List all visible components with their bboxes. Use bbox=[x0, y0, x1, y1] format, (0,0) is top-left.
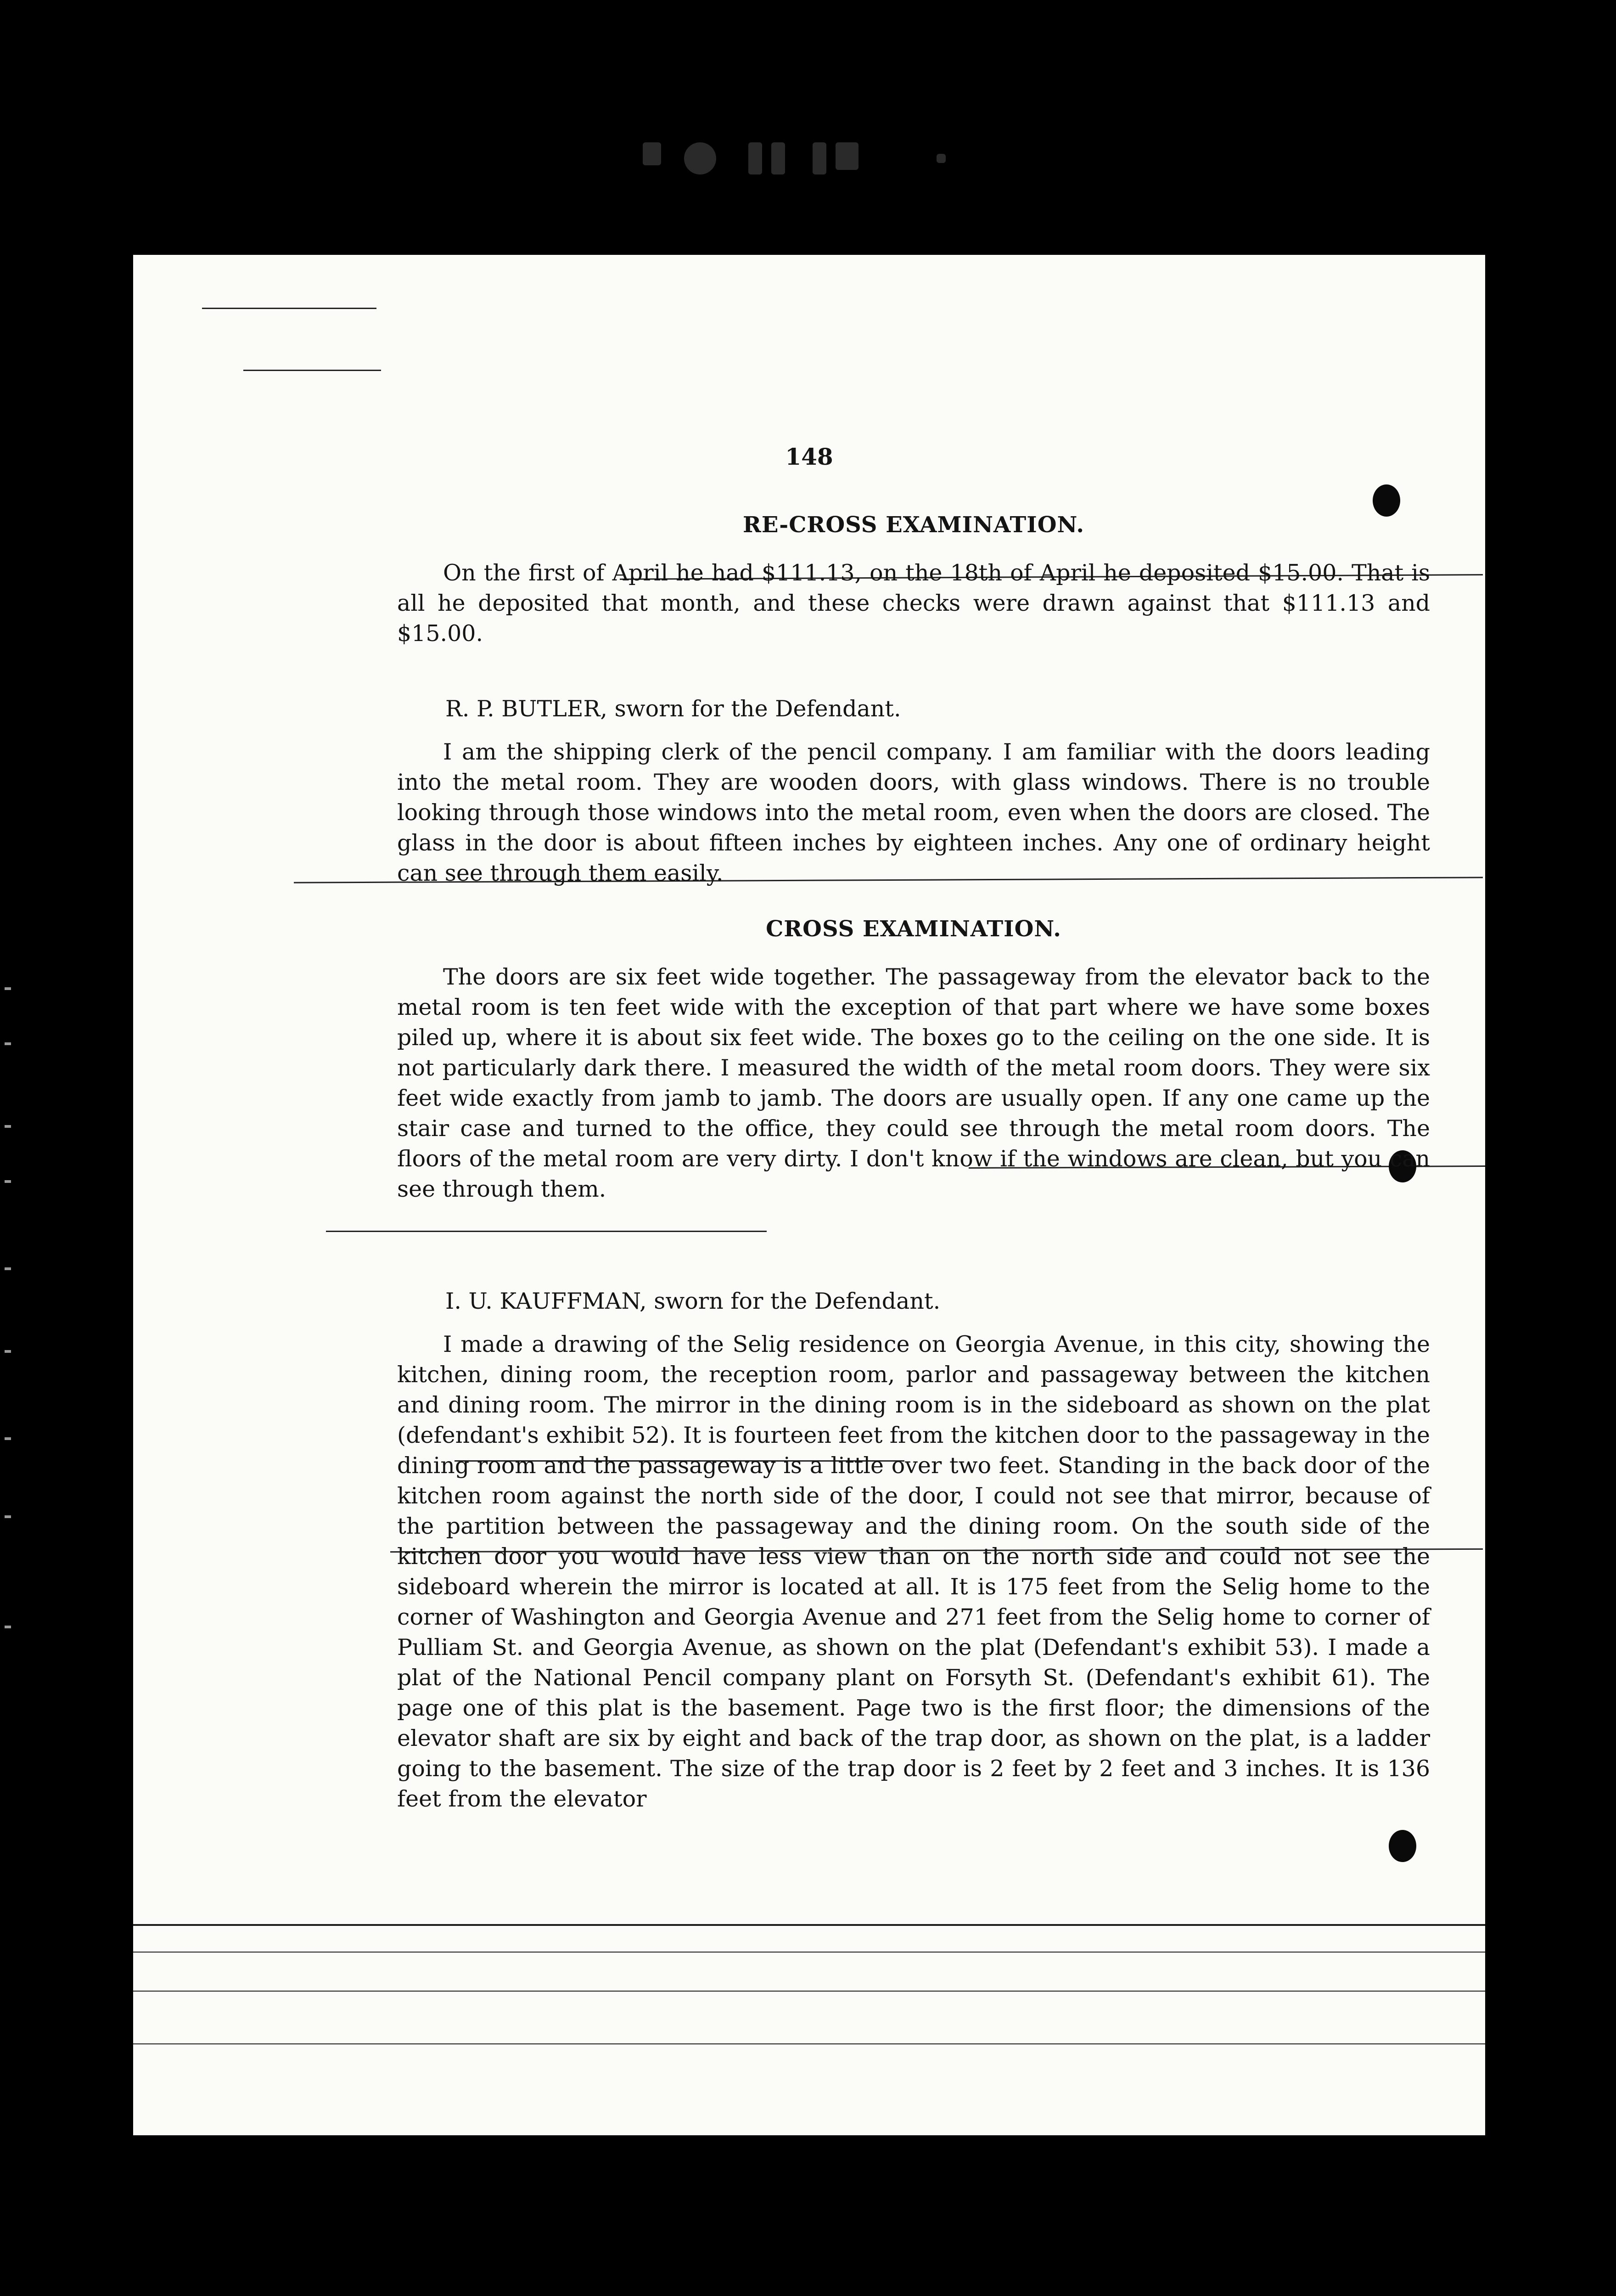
scan-scratch bbox=[202, 308, 376, 309]
document-page bbox=[133, 255, 1485, 2135]
testimony-paragraph: On the first of April he had $111.13, on the 18th of April he deposited $15.00. That is all he deposited that month, and these checks were drawn against that $111.13 and $15.00. bbox=[397, 560, 1430, 647]
bottom-rule bbox=[133, 2043, 1485, 2044]
ink-blot bbox=[1389, 1830, 1416, 1862]
bottom-rule bbox=[133, 1952, 1485, 1953]
testimony-paragraph: I made a drawing of the Selig residence on Georgia Avenue, in this city, showing the kitchen, dining room, the reception room, parlor and passageway between the kitchen and dining room. The mirror in the dining room is in the sideboard as shown on the plat (defendant's exhibit 52). It is fourteen feet from the kitchen door to the passageway in the dining room and the passageway is a little over two feet. Standing in the back door of the kitchen room against the north side of the door, I could not see that mirror, because of the partition between the passageway and the dining room. On the south side of the kitchen door you would have less view than on the north side and could not see the sideboard wherein the mirror is located at all. It is 175 feet from the Selig home to the corner of Washington and Georgia Avenue and 271 feet from the Selig home to corner of Pulliam St. and Georgia Avenue, as shown on the plat (Defendant's exhibit 53). I made a plat of the National Pencil company plant on Forsyth St. (Defendant's exhibit 61). The page one of this plat is the basement. Page two is the first floor; the dimensions of the elevator shaft are six by eight and back of the trap door, as shown on the plat, is a ladder going to the basement. The size of the trap door is 2 feet by 2 feet and 3 inches. It is 136 feet from the elevator bbox=[397, 1331, 1430, 1812]
testimony-block bbox=[397, 558, 1430, 649]
scanner-header-mark bbox=[634, 133, 964, 184]
section-heading: RE-CROSS EXAMINATION. bbox=[742, 512, 1085, 538]
testimony-block bbox=[397, 737, 1430, 889]
bottom-rule bbox=[133, 1924, 1485, 1926]
scan-edge-noise bbox=[5, 987, 18, 1676]
scan-scratch bbox=[326, 1231, 767, 1232]
testimony-block bbox=[397, 1329, 1430, 1814]
witness-line: I. U. KAUFFMAN, sworn for the Defendant. bbox=[445, 1288, 941, 1314]
testimony-paragraph: The doors are six feet wide together. The passageway from the elevator back to the metal room is ten feet wide with the exception of that part where we have some boxes piled up, where it is about six feet wide. The boxes go to the ceiling on the one side. It is not particularly dark there. I measured the width of the metal room doors. They were six feet wide exactly from jamb to jamb. The doors are usually open. If any one came up the stair case and turned to the office, they could see through the metal room doors. The floors of the metal room are very dirty. I don't know if the windows are clean, but you can see through them. bbox=[397, 964, 1430, 1202]
bottom-rule bbox=[133, 1991, 1485, 1992]
section-heading: CROSS EXAMINATION. bbox=[766, 916, 1061, 942]
page-number: 148 bbox=[785, 443, 833, 470]
witness-line: R. P. BUTLER, sworn for the Defendant. bbox=[445, 696, 901, 722]
testimony-paragraph: I am the shipping clerk of the pencil company. I am familiar with the doors leading into the metal room. They are wooden doors, with glass windows. There is no trouble looking through those windows into the metal room, even when the doors are closed. The glass in the door is about fifteen inches by eighteen inches. Any one of ordinary height can see through them easily. bbox=[397, 739, 1430, 886]
testimony-block bbox=[397, 962, 1430, 1204]
scan-scratch bbox=[243, 370, 381, 371]
